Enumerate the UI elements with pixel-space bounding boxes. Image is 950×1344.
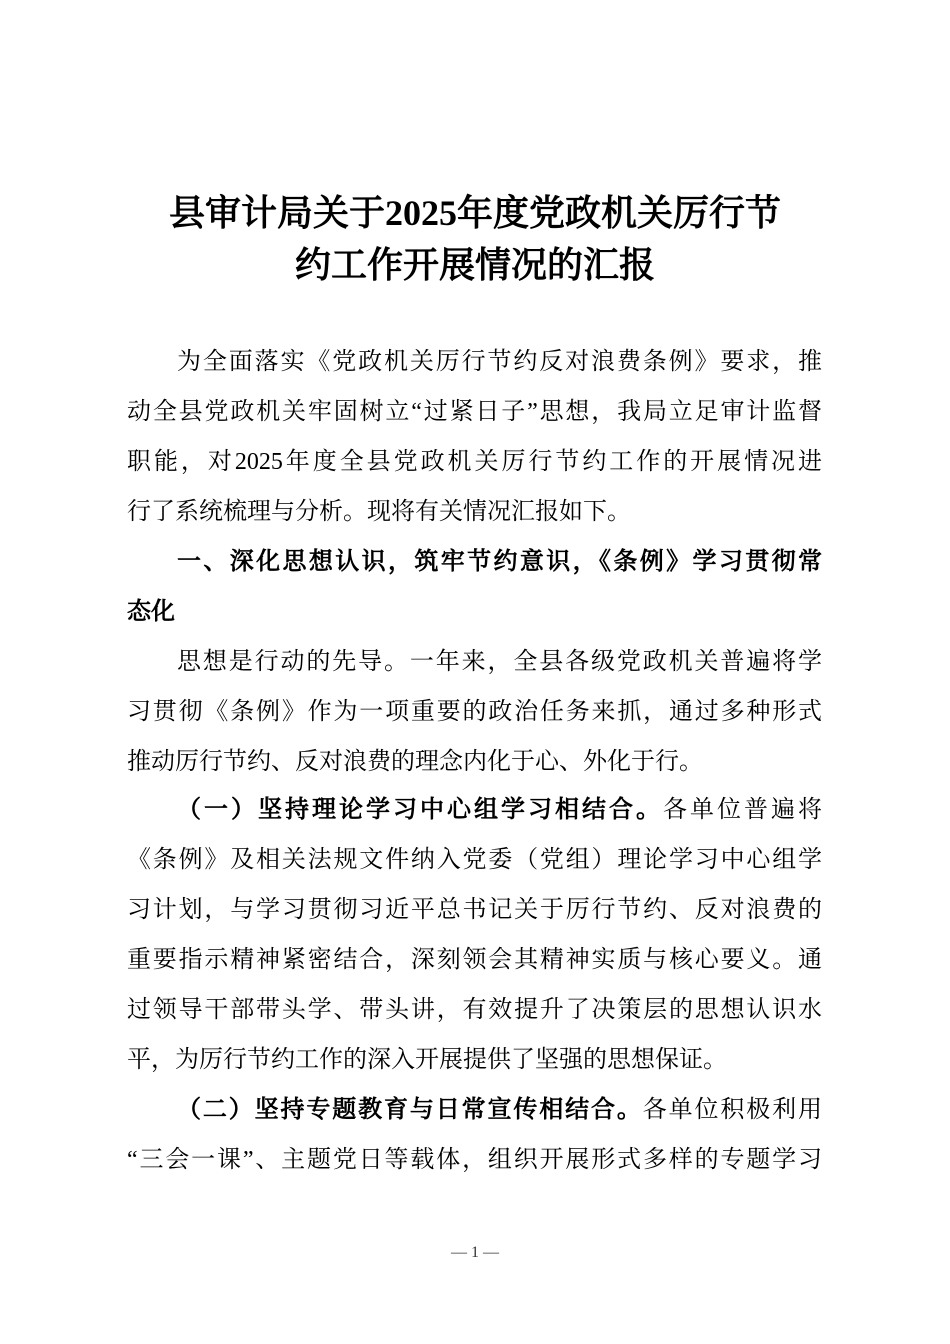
paragraph-text: “三会一课”、主题党日等载体，组织开展形式多样的专题学习	[127, 1147, 822, 1173]
paragraph-text: 行了系统梳理与分析。现将有关情况汇报如下。	[127, 499, 631, 525]
text-line	[127, 794, 822, 826]
text-line	[127, 646, 822, 678]
title-line: 约工作开展情况的汇报	[294, 245, 655, 285]
text-line	[127, 496, 822, 528]
heading-text: （二）坚持专题教育与日常宣传相结合。	[177, 1097, 643, 1123]
text-line	[127, 346, 822, 378]
paragraph-text: 动全县党政机关牢固树立“过紧日子”思想，我局立足审计监督	[127, 399, 822, 425]
title-line: 县审计局关于2025年度党政机关厉行节	[168, 193, 781, 233]
paragraph-text: 《条例》及相关法规文件纳入党委（党组）理论学习中心组学	[127, 847, 822, 873]
paragraph-text: 平，为厉行节约工作的深入开展提供了坚强的思想保证。	[127, 1047, 727, 1073]
text-line	[127, 1144, 822, 1176]
text-line	[127, 944, 822, 976]
text-line	[127, 844, 822, 876]
text-line	[127, 746, 822, 778]
heading-text: 一、深化思想认识，筑牢节约意识，《条例》学习贯彻常	[177, 549, 822, 575]
text-line	[127, 596, 822, 628]
text-line	[127, 1044, 822, 1076]
paragraph-text: 习贯彻《条例》作为一项重要的政治任务来抓，通过多种形式	[127, 699, 822, 725]
text-line	[127, 546, 822, 578]
paragraph-text: 为全面落实《党政机关厉行节约反对浪费条例》要求，推	[177, 349, 822, 375]
text-line	[127, 994, 822, 1026]
paragraph-text: 习计划，与学习贯彻习近平总书记关于厉行节约、反对浪费的	[127, 897, 822, 923]
text-line	[127, 446, 822, 478]
text-line	[127, 696, 822, 728]
paragraph-text: 职能，对2025年度全县党政机关厉行节约工作的开展情况进	[127, 449, 822, 475]
text-line	[127, 1094, 822, 1126]
paragraph-text: 思想是行动的先导。一年来，全县各级党政机关普遍将学	[177, 649, 822, 675]
paragraph-text: 重要指示精神紧密结合，深刻领会其精神实质与核心要义。通	[127, 947, 822, 973]
paragraph-text: 推动厉行节约、反对浪费的理念内化于心、外化于行。	[127, 749, 703, 775]
heading-text: （一）坚持理论学习中心组学习相结合。	[177, 797, 663, 823]
text-line	[127, 396, 822, 428]
text-line	[127, 894, 822, 926]
paragraph-text: 各单位积极利用	[642, 1097, 822, 1123]
heading-text: 态化	[127, 599, 175, 625]
paragraph-text: 各单位普遍将	[663, 797, 822, 823]
page-number: — 1 —	[451, 1244, 499, 1261]
paragraph-text: 过领导干部带头学、带头讲，有效提升了决策层的思想认识水	[127, 997, 822, 1023]
